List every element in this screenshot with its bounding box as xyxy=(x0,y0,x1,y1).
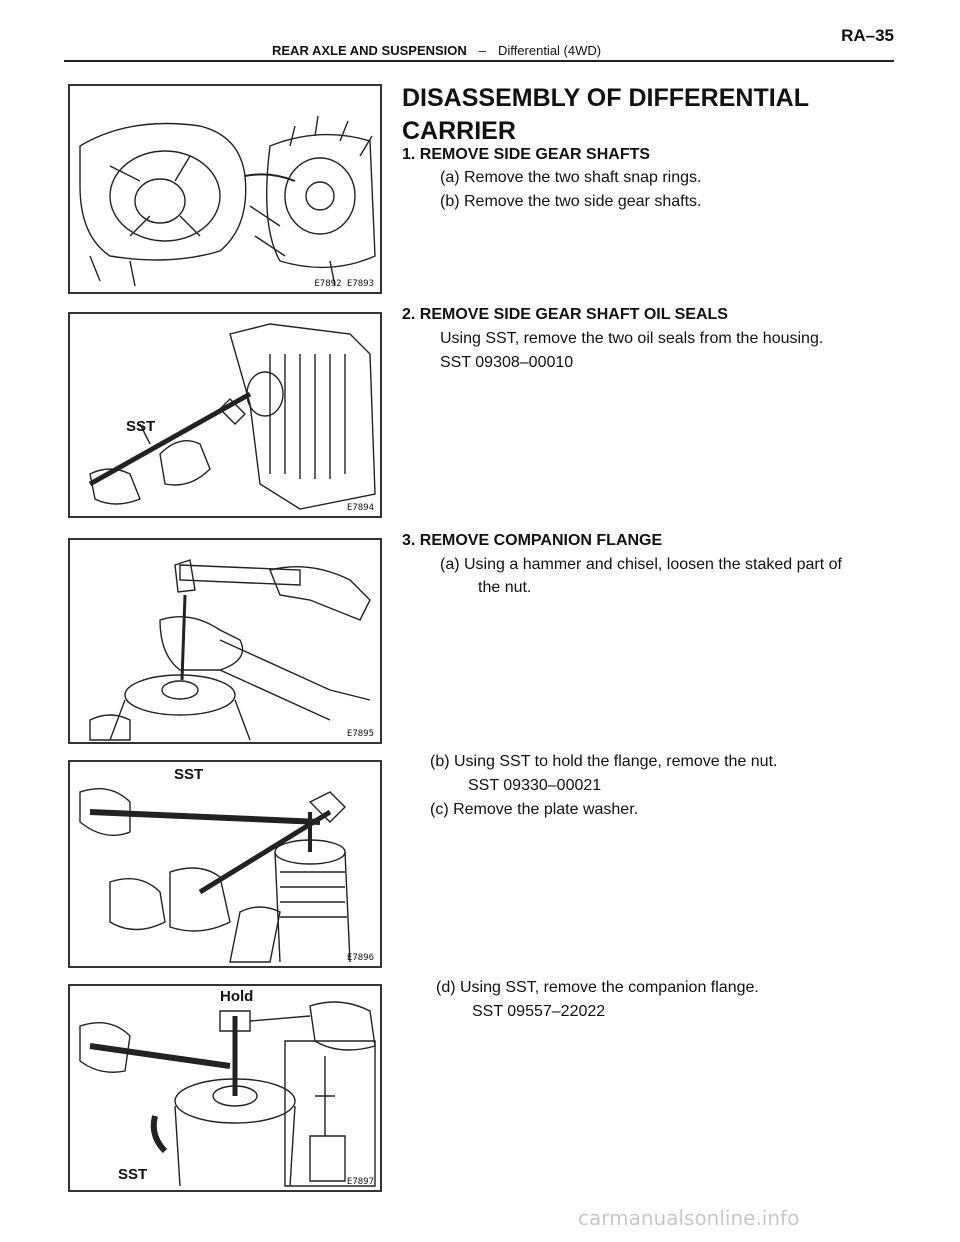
figure-5-drawing xyxy=(70,986,380,1190)
figure-4-drawing xyxy=(70,762,380,966)
step-1-heading: 1. REMOVE SIDE GEAR SHAFTS xyxy=(402,146,651,163)
figure-2-drawing xyxy=(70,314,380,516)
figure-5-label-sst: SST xyxy=(118,1166,148,1183)
step-1-line-a: (a) Remove the two shaft snap rings. xyxy=(440,169,702,186)
figure-4 xyxy=(68,760,382,968)
figure-5-label-hold: Hold xyxy=(220,988,254,1005)
watermark: carmanualsonline.info xyxy=(578,1206,800,1230)
figure-3-code: E7895 xyxy=(346,729,374,739)
figure-1 xyxy=(68,84,382,294)
header-section: REAR AXLE AND SUSPENSION xyxy=(272,43,467,58)
step-1-line-b: (b) Remove the two side gear shafts. xyxy=(440,193,702,210)
header-breadcrumb xyxy=(272,43,601,58)
step-2-line-2: SST 09308–00010 xyxy=(440,354,574,371)
step-3-line-a: (a) Using a hammer and chisel, loosen the staked part of xyxy=(440,556,842,573)
step-3-sst-b: SST 09330–00021 xyxy=(468,777,602,794)
page-number: RA–35 xyxy=(841,26,894,45)
figure-3-drawing xyxy=(70,540,380,742)
figure-2-code: E7894 xyxy=(346,503,374,513)
page-title: DISASSEMBLY OF DIFFERENTIAL CARRIER xyxy=(402,84,809,145)
step-3-line-a-cont: the nut. xyxy=(478,579,532,596)
page-header xyxy=(64,24,894,62)
step-3-line-c: (c) Remove the plate washer. xyxy=(430,801,639,818)
figure-4-code: E7896 xyxy=(346,953,374,963)
figure-2 xyxy=(68,312,382,518)
header-separator: – xyxy=(478,43,487,58)
figure-5 xyxy=(68,984,382,1192)
step-3-line-b: (b) Using SST to hold the flange, remove the nut. xyxy=(430,753,778,770)
figure-3 xyxy=(68,538,382,744)
figure-5-code: E7897 xyxy=(346,1177,374,1187)
header-subsection: Differential (4WD) xyxy=(498,43,602,58)
step-3-sst-d: SST 09557–22022 xyxy=(472,1003,606,1020)
step-2-heading: 2. REMOVE SIDE GEAR SHAFT OIL SEALS xyxy=(402,306,728,323)
step-2-line-1: Using SST, remove the two oil seals from the housing. xyxy=(440,330,824,347)
step-3-line-d: (d) Using SST, remove the companion flange. xyxy=(436,979,759,996)
figure-4-label-sst: SST xyxy=(174,766,204,783)
figure-1-drawing xyxy=(70,86,380,292)
header-rule xyxy=(64,60,894,62)
step-3-heading: 3. REMOVE COMPANION FLANGE xyxy=(402,532,663,549)
figure-1-code: E7892 E7893 xyxy=(314,279,374,289)
figure-2-label-sst: SST xyxy=(126,418,156,435)
